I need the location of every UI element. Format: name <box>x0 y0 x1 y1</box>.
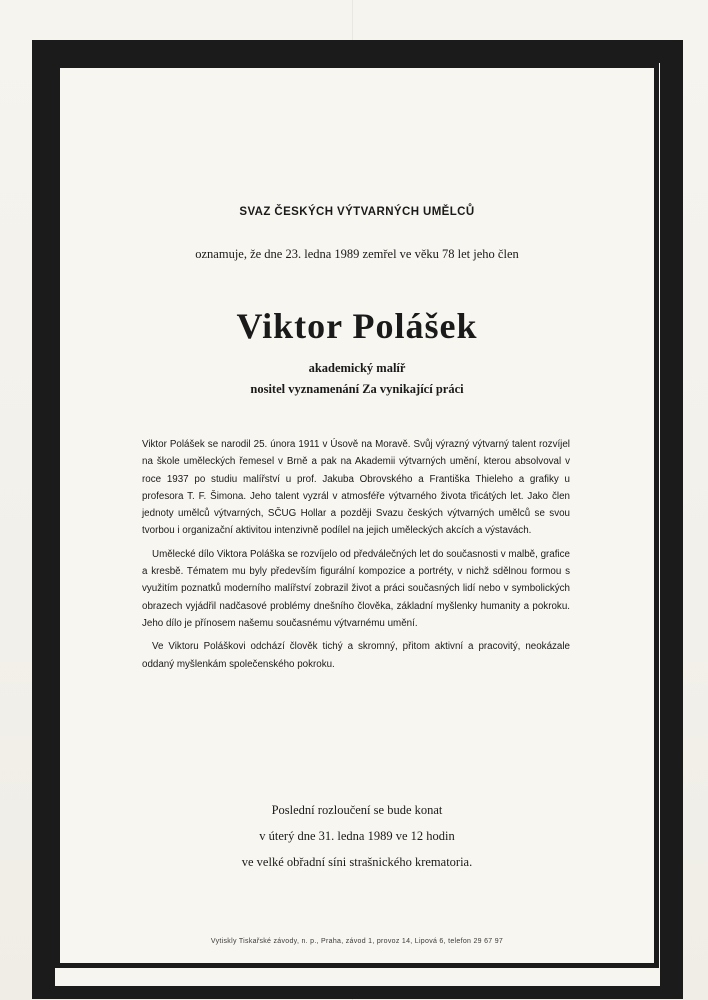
biography-paragraph: Ve Viktoru Poláškovi odchází člověk tichý a skromný, přitom aktivní a pracovitý, neokázale oddaný myšlenkám společenského pokroku. <box>142 641 570 670</box>
funeral-notice <box>60 797 654 875</box>
death-announcement: oznamuje, že dne 23. ledna 1989 zemřel ve věku 78 let jeho člen <box>195 247 519 261</box>
organization-name: SVAZ ČESKÝCH VÝTVARNÝCH UMĚLCŮ <box>239 206 475 218</box>
deceased-title: akademický malíř <box>308 361 406 375</box>
deceased-honor: nositel vyznamenání Za vynikající práci <box>250 382 464 396</box>
funeral-line: v úterý dne 31. ledna 1989 ve 12 hodin <box>259 829 455 843</box>
funeral-line: Poslední rozloučení se bude konat <box>271 803 443 817</box>
deceased-name: Viktor Polášek <box>236 306 478 346</box>
printer-imprint: Vytiskly Tiskařské závody, n. p., Praha, závod 1, provoz 14, Lipová 6, telefon 29 67 97 <box>210 938 504 945</box>
obituary-content <box>60 68 654 963</box>
biography-paragraph: Viktor Polášek se narodil 25. února 1911 v Úsově na Moravě. Svůj výrazný výtvarný talent rozvíjel na škole uměleckých řemesel v Brně a pak na Akademii výtvarných umění, kterou absolvoval v roce 1937 po studiu malířství u prof. Jakuba Obrovského a Františka Thieleho a grafiky u profesora T. F. Šimona. Jeho talent vyzrál v atmosféře výtvarného života třicátých let. Jako člen jednoty umělců výtvarných, SČUG Hollar a později Svazu českých výtvarných umělců se svou tvorbou i organizační aktivitou intenzivně podílel na jejich uměleckých akcích a výstavách. <box>142 439 570 537</box>
biography-paragraph: Umělecké dílo Viktora Poláška se rozvíjelo od předválečných let do současnosti v malbě, grafice a kresbě. Tématem mu byly především figurální kompozice a portréty, v nichž sdělnou formou s využitím poznatků moderního malířství zobrazil život a práci současných lidí nebo v symbolických obrazech vyjádřil nadčasové problémy dnešního člověka, základní myšlenky humanity a pokroku. Jeho dílo je přínosem našemu současnému výtvarnému umění. <box>142 548 570 629</box>
funeral-line: ve velké obřadní síni strašnického krematoria. <box>241 855 473 869</box>
biography <box>142 436 570 679</box>
